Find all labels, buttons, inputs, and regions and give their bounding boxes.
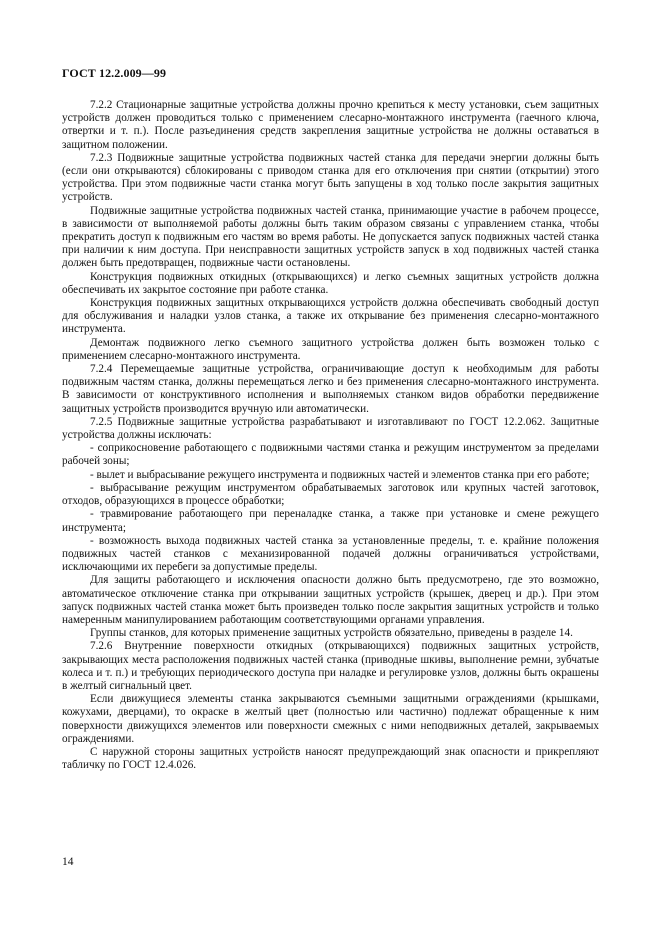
paragraph: 7.2.3 Подвижные защитные устройства подвижных частей станка для передачи энергии должны быть (если они открываются) сблокированы с приводом станка для его отключения при снятии (открытии) этого устройства. При этом подвижные части станка могут быть запущены в ход только после закрытия защитных устройств. (62, 151, 599, 204)
paragraph: Группы станков, для которых применение защитных устройств обязательно, приведены в разделе 14. (90, 627, 573, 640)
paragraph: Если движущиеся элементы станка закрываются съемными защитными ограждениями (крышками, кожухами, дверцами), то окраске в желтый цвет (полностью или частично) подлежат обращенные к ним поверхности движущихся элементов или поверхности смежных с ними неподвижных деталей, закрываемых ограждениями. (62, 693, 599, 745)
paragraph: Демонтаж подвижного легко съемного защитного устройства должен быть возможен только с применением слесарно-монтажного инструмента. (62, 336, 599, 362)
document-header: ГОСТ 12.2.009—99 (62, 66, 167, 80)
page-number: 14 (62, 856, 74, 868)
paragraph: 7.2.2 Стационарные защитные устройства должны прочно крепиться к месту установки, съем защитных устройств должен проводиться только с применением слесарно-монтажного инструмента (гаечного ключа, отвертки и т. п.). После разъединения средств закрепления защитные устройства не должны оставаться в защитном положении. (62, 99, 599, 151)
paragraph: Для защиты работающего и исключения опасности должно быть предусмотрено, где это возможно, автоматическое отключение станка при открывании защитных устройств (крышек, дверец и др.). При этом запуск подвижных частей станка может быть произведен только после закрытия защитных устройств и только намеренным манипулированием работающим соответствующими органами управления. (62, 574, 599, 626)
paragraph: Конструкция подвижных откидных (открывающихся) и легко съемных защитных устройств должна обеспечивать их закрытое состояние при работе станка. (62, 270, 599, 296)
paragraph: Подвижные защитные устройства подвижных частей станка, принимающие участие в рабочем процессе, в зависимости от выполняемой работы должны быть таким образом связаны с управлением станка, чтобы прекратить доступ к подвижным его частям во время работы. Не допускается запуск подвижных частей станка при наличии к ним доступа. При неисправности защитных устройств запуск в ход подвижных частей станка должен быть предотвращен, подвижные части остановлены. (62, 204, 599, 270)
paragraph: 7.2.5 Подвижные защитные устройства разрабатывают и изготавливают по ГОСТ 12.2.062. Защитные устройства должны исключать: (62, 415, 599, 442)
list-item: - выбрасывание режущим инструментом обрабатываемых заготовок или крупных частей заготовок, отходов, образующихся в процессе обработки; (62, 481, 599, 508)
paragraph: Конструкция подвижных защитных открывающихся устройств должна обеспечивать свободный доступ для обслуживания и наладки узлов станка, а также их открывание без применения слесарно-монтажного инструмента. (62, 297, 599, 336)
paragraph: 7.2.6 Внутренние поверхности откидных (открывающихся) подвижных защитных устройств, закрывающих места расположения подвижных частей станка (приводные шкивы, выполнение ремни, зубчатые колеса и т. п.) и требующих периодического доступа при наладке и регулировке узлов, должны быть окрашены в желтый сигнальный цвет. (62, 640, 599, 692)
paragraph: С наружной стороны защитных устройств наносят предупреждающий знак опасности и прикрепляют табличку по ГОСТ 12.4.026. (62, 745, 599, 772)
list-item: - травмирование работающего при переналадке станка, а также при установке и смене режущего инструмента; (62, 508, 599, 534)
list-item: - соприкосновение работающего с подвижными частями станка и режущим инструментом за пределами рабочей зоны; (62, 442, 599, 468)
list-item: - вылет и выбрасывание режущего инструмента и подвижных частей и элементов станка при его работе; (90, 468, 590, 481)
list-item: - возможность выхода подвижных частей станка за установленные пределы, т. е. крайние положения подвижных частей станков с механизированной подачей должны ограничиваться устройствами, исключающими их перебеги за допустимые пределы. (62, 534, 599, 574)
paragraph: 7.2.4 Перемещаемые защитные устройства, ограничивающие доступ к необходимым для работы подвижным частям станка, должны перемещаться легко и без применения слесарно-монтажного инструмента. В зависимости от конструктивного исполнения и выполняемых станком видов обработки передвижение защитных устройств производится вручную или автоматически. (62, 363, 599, 415)
document-body (62, 99, 599, 772)
